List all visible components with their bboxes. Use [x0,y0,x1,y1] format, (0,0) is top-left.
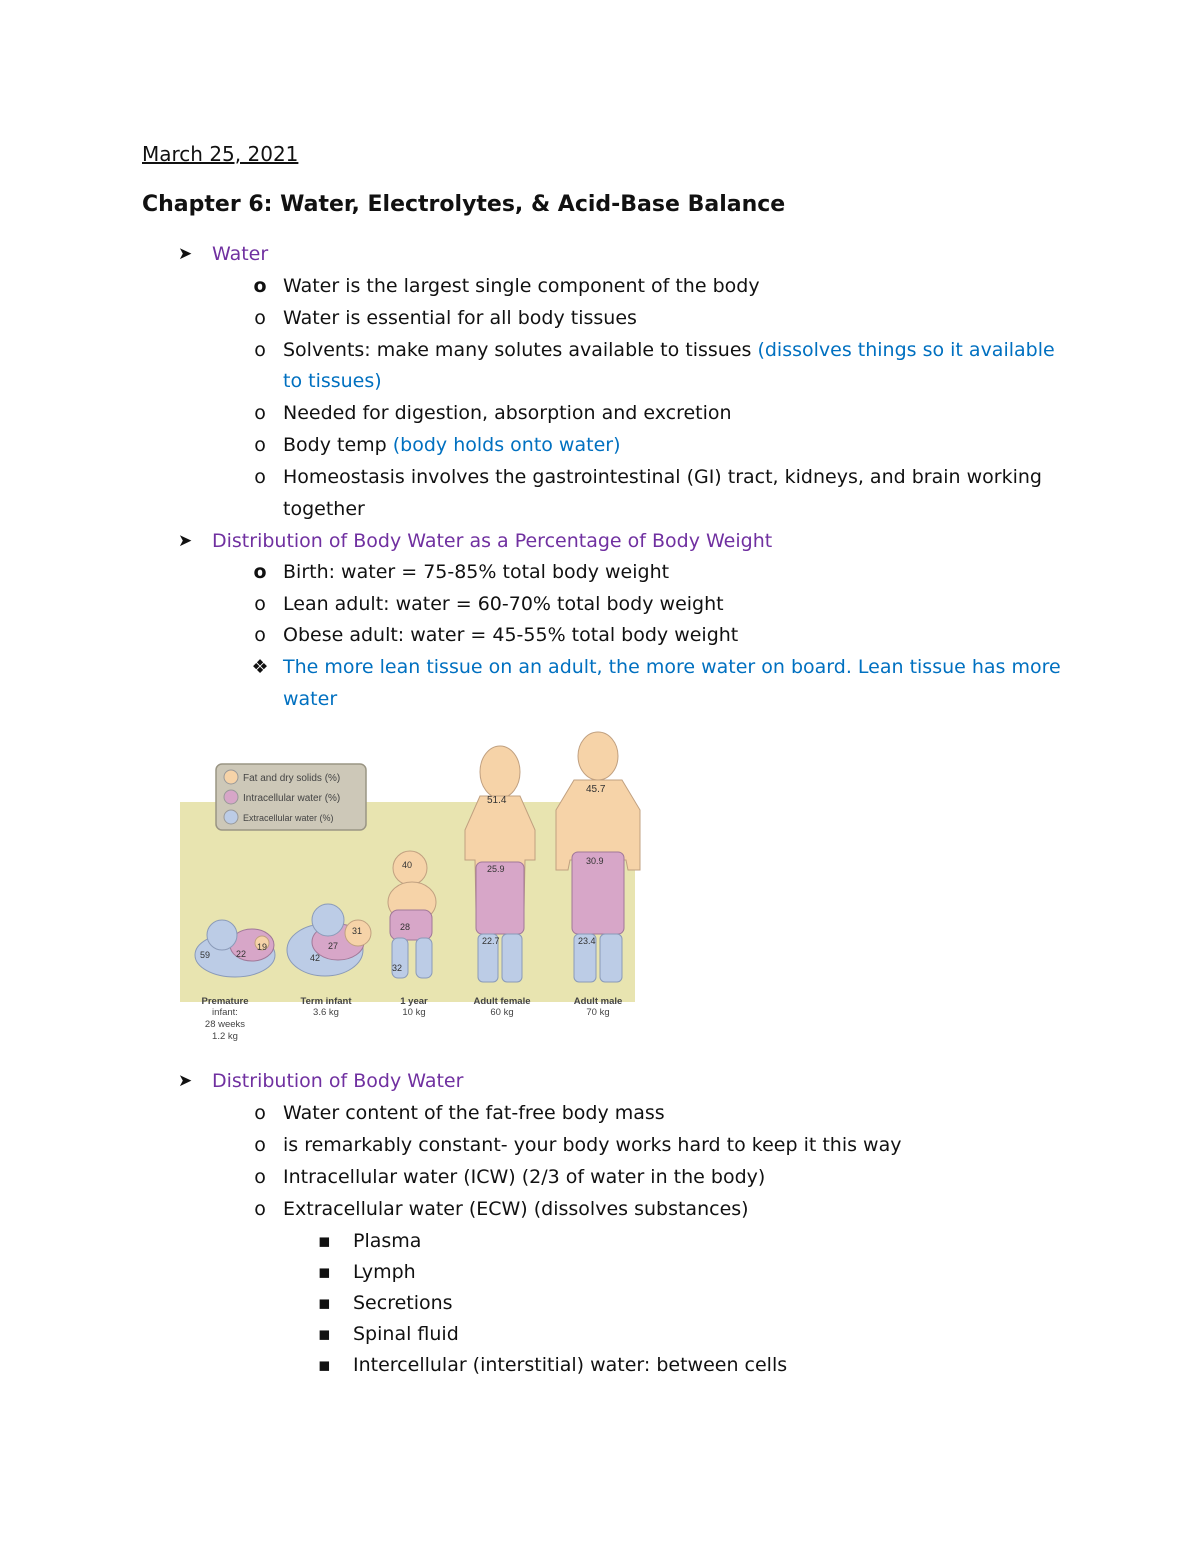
arrow-bullet-icon: ➤ [178,1071,193,1091]
square-bullet-icon: ▪ [318,1292,331,1314]
caption-female: Adult female [473,996,531,1007]
circle-bullet-icon: o [253,561,267,583]
legend-swatch-ecw [224,810,238,824]
square-bullet-icon: ▪ [318,1261,331,1283]
circle-bullet-icon: o [254,466,266,488]
caption-premature-2: infant: [212,1007,238,1018]
date: March 25, 2021 [142,142,299,166]
circle-bullet-icon: o [254,1134,266,1156]
value-premature-ecw: 19 [257,942,268,952]
value-term-icw: 27 [328,941,339,951]
list-item-continued: together [283,498,365,520]
caption-premature: Premature [201,996,249,1007]
circle-bullet-icon: o [254,402,266,424]
circle-bullet-icon: o [254,339,266,361]
legend-swatch-fat [224,770,238,784]
figure-legend [216,764,366,830]
circle-bullet-icon: o [253,275,267,297]
circle-bullet-icon: o [254,434,266,456]
value-term-other: 42 [310,953,321,963]
value-year1-fat: 40 [402,860,413,870]
note-continued: water [283,688,338,710]
caption-male-weight: 70 kg [586,1007,610,1018]
circle-bullet-icon: o [254,1198,266,1220]
value-year1-icw: 28 [400,922,411,932]
value-male-icw: 30.9 [586,856,604,866]
square-bullet-icon: ▪ [318,1230,331,1252]
section-heading: Distribution of Body Water [212,1070,464,1092]
body-water-figure [180,730,650,1050]
arrow-bullet-icon: ➤ [178,244,193,264]
square-bullet-icon: ▪ [318,1323,331,1345]
section-heading: Distribution of Body Water as a Percentage of Body Weight [212,530,773,552]
caption-term-weight: 3.6 kg [313,1007,339,1018]
square-bullet-icon: ▪ [318,1354,331,1376]
circle-bullet-icon: o [254,624,266,646]
circle-bullet-icon: o [254,1102,266,1124]
caption-female-weight: 60 kg [490,1007,514,1018]
value-term-ecw: 31 [352,926,363,936]
value-premature-other: 59 [200,950,211,960]
circle-bullet-icon: o [254,593,266,615]
caption-premature-weight: 1.2 kg [212,1031,238,1042]
value-premature-icw: 22 [236,949,247,959]
legend-label-ecw: Extracellular water (%) [243,813,334,823]
caption-premature-detail: 28 weeks [204,1019,246,1030]
legend-label-icw: Intracellular water (%) [243,793,341,804]
value-female-icw: 25.9 [487,864,505,874]
chapter-title: Chapter 6: Water, Electrolytes, & Acid-Base Balance [142,192,786,217]
diamond-bullet-icon: ❖ [251,656,269,678]
annotation-continued: to tissues) [283,370,382,392]
value-male-fat: 45.7 [586,784,606,795]
value-male-ecw: 23.4 [578,936,596,946]
caption-term: Term infant [300,996,352,1007]
caption-year1-weight: 10 kg [402,1007,426,1018]
value-female-fat: 51.4 [487,795,507,806]
caption-year1: 1 year [400,996,428,1007]
legend-swatch-icw [224,790,238,804]
arrow-bullet-icon: ➤ [178,531,193,551]
annotation: (body holds onto water) [392,434,621,456]
figure-captions [202,996,623,1042]
value-female-ecw: 22.7 [482,936,500,946]
circle-bullet-icon: o [254,1166,266,1188]
value-year1-ecw: 32 [392,963,403,973]
caption-male: Adult male [573,996,623,1007]
section-heading: Water [212,243,269,265]
circle-bullet-icon: o [254,307,266,329]
annotation: (dissolves things so it available [757,339,1055,361]
legend-label-fat: Fat and dry solids (%) [243,773,341,784]
